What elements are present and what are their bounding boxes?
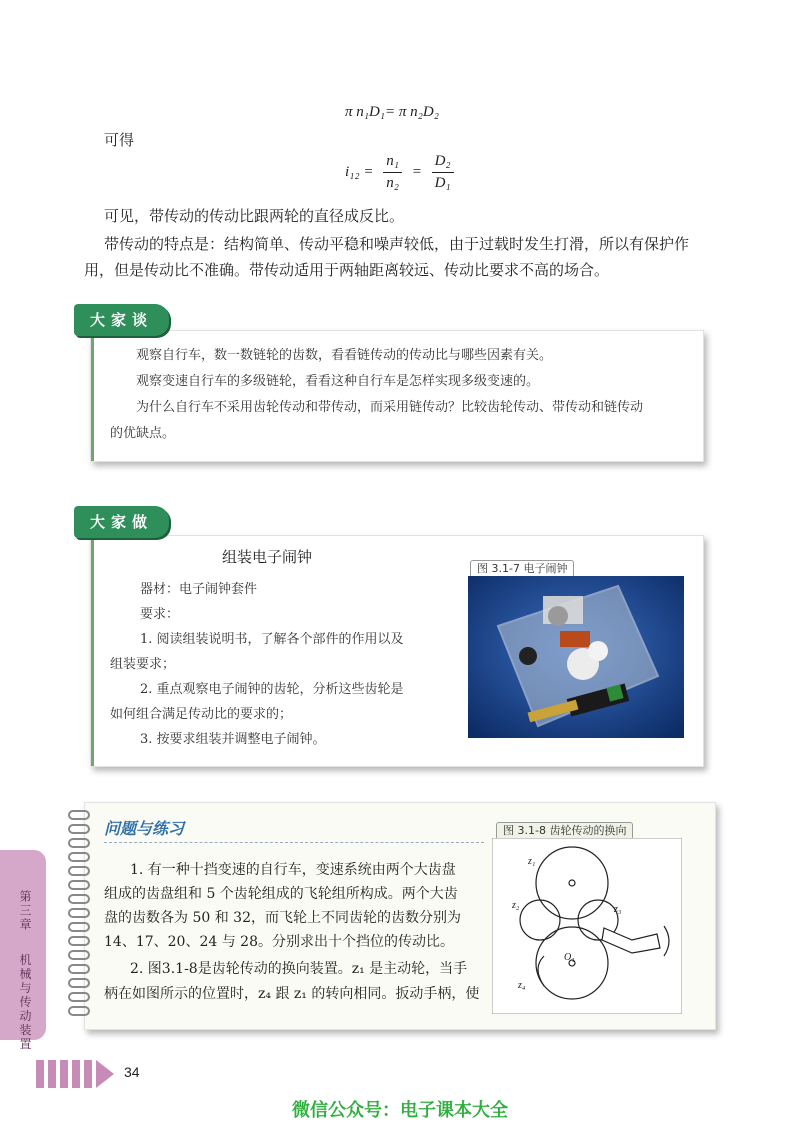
- gear-label-z4: z₄: [518, 980, 526, 991]
- spiral-ring: [68, 992, 90, 1002]
- gear-reversing-diagram: [492, 838, 682, 1014]
- activity-line-5: 2. 重点观察电子闹钟的齿轮，分析这些齿轮是: [140, 682, 404, 697]
- gear-label-o1: O₁: [564, 952, 575, 963]
- discuss-line-4: 的优缺点。: [110, 426, 176, 441]
- spiral-ring: [68, 824, 90, 834]
- activity-box-bar: [91, 536, 94, 766]
- exercise-divider: [104, 842, 484, 843]
- formula-pi-nd: π n₁D₁= π n₂D₂: [345, 104, 439, 120]
- ratio-eq: =: [411, 163, 422, 180]
- ratio-d1: D₁: [434, 175, 451, 191]
- para-tedian-line1: 带传动的特点是：结构简单、传动平稳和噪声较低，由于过载时发生打滑，所以有保护作: [104, 235, 690, 253]
- spiral-ring: [68, 922, 90, 932]
- exercise-line-5: 2. 图3.1-8是齿轮传动的换向装置。z₁ 是主动轮，当手: [130, 961, 468, 977]
- spiral-ring: [68, 866, 90, 876]
- activity-line-1: 器材：电子闹钟套件: [140, 582, 258, 597]
- activity-title: 组装电子闹钟: [222, 548, 313, 566]
- activity-tag: 大家做: [74, 506, 169, 538]
- discuss-box-bar: [91, 331, 94, 461]
- text-kede: 可得: [104, 131, 135, 149]
- activity-line-4: 组装要求；: [110, 657, 176, 672]
- gear-label-z3: z₃: [614, 904, 622, 915]
- ratio-d2: D₂: [432, 153, 454, 173]
- activity-line-6: 如何组合满足传动比的要求的；: [110, 707, 293, 722]
- spiral-ring: [68, 852, 90, 862]
- para-kejian: 可见，带传动的传动比跟两轮的直径成反比。: [104, 207, 405, 225]
- chapter-title: 机械与传动装置: [18, 953, 32, 1052]
- spiral-ring: [68, 908, 90, 918]
- activity-line-3: 1. 阅读组装说明书，了解各个部件的作用以及: [140, 632, 404, 647]
- spiral-ring: [68, 810, 90, 820]
- spiral-ring: [68, 880, 90, 890]
- spiral-ring: [68, 950, 90, 960]
- activity-line-2: 要求：: [140, 607, 180, 622]
- para-tedian-line2: 用，但是传动比不准确。带传动适用于两轴距离较远、传动比要求不高的场合。: [84, 261, 610, 279]
- alarm-clock-photo: [468, 576, 684, 738]
- chapter-number: 第三章: [18, 890, 32, 932]
- page-arrow-icon: [36, 1054, 116, 1094]
- spiral-ring: [68, 1006, 90, 1016]
- gear-label-z2: z₂: [512, 900, 520, 911]
- spiral-ring: [68, 936, 90, 946]
- ratio-n1: n₁: [383, 153, 402, 173]
- formula-transmission-ratio: [345, 153, 460, 192]
- exercise-line-6: 柄在如图所示的位置时，z₄ 跟 z₁ 的转向相同。扳动手柄，使: [104, 986, 480, 1002]
- ratio-fraction-n: [383, 153, 402, 192]
- notebook-spiral: [68, 810, 92, 1030]
- exercise-tag: 问题与练习: [104, 819, 185, 838]
- discuss-line-3: 为什么自行车不采用齿轮传动和带传动，而采用链传动？比较齿轮传动、带传动和链传动: [136, 400, 644, 415]
- spiral-ring: [68, 978, 90, 988]
- ratio-fraction-d: [432, 153, 454, 192]
- spiral-ring: [68, 894, 90, 904]
- exercise-line-3: 盘的齿数各为 50 和 32，而飞轮上不同齿轮的齿数分别为: [104, 910, 461, 926]
- spiral-ring: [68, 964, 90, 974]
- discuss-line-2: 观察变速自行车的多级链轮，看看这种自行车是怎样实现多级变速的。: [136, 374, 540, 389]
- ratio-lhs: i₁₂ =: [345, 163, 374, 180]
- ratio-n2: n₂: [386, 175, 399, 191]
- page-number: 34: [124, 1064, 140, 1080]
- exercise-line-4: 14、17、20、24 与 28。分别求出十个挡位的传动比。: [104, 934, 454, 950]
- chapter-side-label: [14, 890, 34, 1052]
- discuss-tag: 大家谈: [74, 304, 169, 336]
- spiral-ring: [68, 838, 90, 848]
- exercise-line-2: 组成的齿盘组和 5 个齿轮组成的飞轮组所构成。两个大齿: [104, 886, 458, 902]
- gear-label-z1: z₁: [528, 856, 536, 867]
- exercise-line-1: 1. 有一种十挡变速的自行车，变速系统由两个大齿盘: [130, 862, 456, 878]
- watermark-text: 微信公众号：电子课本大全: [292, 1100, 508, 1121]
- figure-3-1-8-label: 图 3.1-8 齿轮传动的换向: [496, 822, 633, 839]
- activity-line-7: 3. 按要求组装并调整电子闹钟。: [140, 732, 326, 747]
- discuss-line-1: 观察自行车，数一数链轮的齿数，看看链传动的传动比与哪些因素有关。: [136, 348, 553, 363]
- figure-3-1-7-label: 图 3.1-7 电子闹钟: [470, 560, 574, 577]
